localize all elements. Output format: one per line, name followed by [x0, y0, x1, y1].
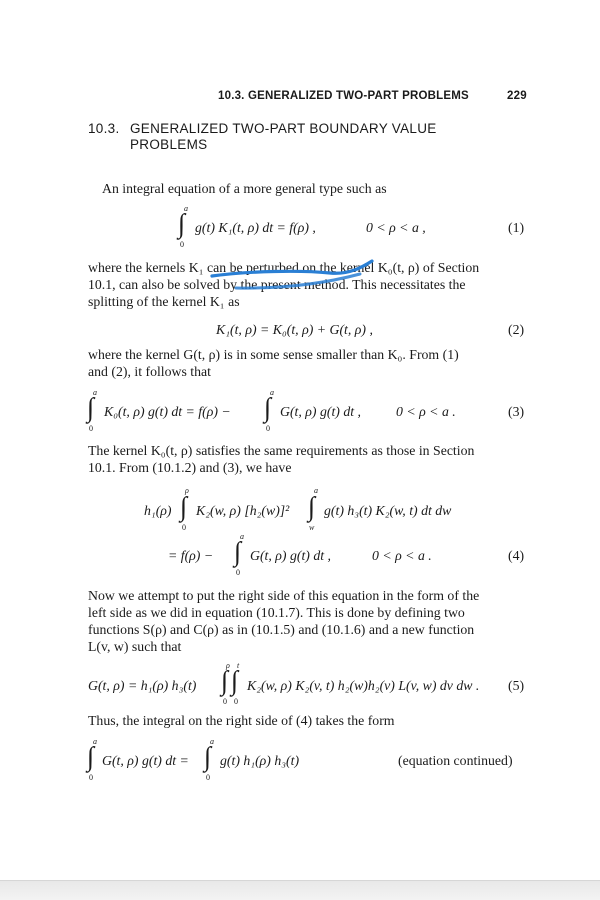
eq6-upper-limit-1: a — [93, 737, 97, 746]
eq4-body-3: G(t, ρ) g(t) dt , — [250, 548, 331, 563]
eq5-upper-limit-2: t — [237, 661, 240, 670]
paragraph-intro: An integral equation of a more general type such as — [102, 181, 387, 196]
paragraph-thus: Thus, the integral on the right side of (4) takes the form — [88, 713, 395, 728]
eq6-continued-note: (equation continued) — [398, 753, 513, 768]
integral-sign: ∫ — [178, 208, 186, 239]
eq3-upper-limit-2: a — [270, 388, 274, 397]
eq5-upper-limit-1: ρ — [226, 661, 230, 670]
eq2-body: K₁(t, ρ) = K₀(t, ρ) + G(t, ρ) , — [216, 322, 373, 337]
integral-sign: ∫ — [221, 665, 229, 696]
paragraph-kernel-k0-line1: The kernel K₀(t, ρ) satisfies the same requirements as those in Section — [88, 443, 475, 458]
paragraph-attempt-line2: left side as we did in equation (10.1.7). This is done by defining two — [88, 605, 465, 620]
eq6-body-2: g(t) h₁(ρ) h₃(t) — [220, 753, 300, 768]
eq3-number: (3) — [508, 404, 525, 419]
integral-sign: ∫ — [264, 392, 272, 423]
eq3-upper-limit-1: a — [93, 388, 97, 397]
eq4-rhs-start: = f(ρ) − — [168, 548, 214, 563]
eq6-lower-limit-2: 0 — [206, 773, 210, 782]
paragraph-attempt-line1: Now we attempt to put the right side of this equation in the form of the — [88, 588, 480, 603]
paragraph-attempt-line3: functions S(ρ) and C(ρ) as in (10.1.5) and (10.1.6) and a new function — [88, 622, 475, 637]
eq4-lower-limit-2: w — [309, 523, 315, 532]
running-header: 10.3. GENERALIZED TWO-PART PROBLEMS — [218, 90, 469, 102]
eq4-body-2: g(t) h₃(t) K₂(w, t) dt dw — [324, 503, 452, 518]
eq3-body-1: K₀(t, ρ) g(t) dt = f(ρ) − — [104, 404, 231, 419]
eq4-body-1: K₂(w, ρ) [h₂(w)]² — [196, 503, 290, 518]
paragraph-kernels-line3: splitting of the kernel K₁ as — [88, 294, 240, 309]
eq6-body-1: G(t, ρ) g(t) dt = — [102, 753, 189, 768]
eq5-lower-limit-2: 0 — [234, 697, 238, 706]
eq4-lower-limit-1: 0 — [182, 523, 186, 532]
eq4-number: (4) — [508, 548, 525, 563]
eq5-lower-limit-1: 0 — [223, 697, 227, 706]
eq1-upper-limit: a — [184, 204, 188, 213]
eq2-number: (2) — [508, 322, 525, 337]
section-number: 10.3. — [88, 121, 120, 136]
section-title-line1: GENERALIZED TWO-PART BOUNDARY VALUE — [130, 121, 437, 136]
eq6-upper-limit-2: a — [210, 737, 214, 746]
paragraph-attempt-line4: L(v, w) such that — [88, 639, 182, 654]
eq3-lower-limit-1: 0 — [89, 424, 93, 433]
integral-sign: ∫ — [234, 536, 242, 567]
integral-sign: ∫ — [180, 491, 188, 522]
eq4-condition: 0 < ρ < a . — [372, 548, 432, 563]
integral-sign: ∫ — [87, 392, 95, 423]
eq4-lower-limit-3: 0 — [236, 568, 240, 577]
integral-sign: ∫ — [231, 665, 239, 696]
eq1-number: (1) — [508, 220, 525, 235]
eq5-number: (5) — [508, 678, 525, 693]
eq1-lower-limit: 0 — [180, 240, 184, 249]
eq3-lower-limit-2: 0 — [266, 424, 270, 433]
eq3-condition: 0 < ρ < a . — [396, 404, 456, 419]
paragraph-kernels-line1: where the kernels K₁ can be perturbed on the kernel K₀(t, ρ) of Section — [88, 260, 480, 275]
eq6-lower-limit-1: 0 — [89, 773, 93, 782]
eq4-lhs: h₁(ρ) — [144, 503, 172, 518]
paragraph-kernels-line2: 10.1, can also be solved by the present method. This necessitates the — [88, 277, 466, 292]
section-title-line2: PROBLEMS — [130, 137, 208, 152]
eq5-lhs: G(t, ρ) = h₁(ρ) h₃(t) — [88, 678, 197, 693]
integral-sign: ∫ — [308, 491, 316, 522]
paragraph-kernel-g-line1: where the kernel G(t, ρ) is in some sense smaller than K₀. From (1) — [88, 347, 459, 362]
integral-sign: ∫ — [87, 741, 95, 772]
eq1-body: g(t) K₁(t, ρ) dt = f(ρ) , — [195, 220, 316, 235]
eq3-body-2: G(t, ρ) g(t) dt , — [280, 404, 361, 419]
eq4-upper-limit-3: a — [240, 532, 244, 541]
integral-sign: ∫ — [204, 741, 212, 772]
paragraph-kernel-k0-line2: 10.1. From (10.1.2) and (3), we have — [88, 460, 292, 475]
eq5-body: K₂(w, ρ) K₂(v, t) h₂(w)h₂(v) L(v, w) dv dw . — [247, 678, 480, 693]
eq1-condition: 0 < ρ < a , — [366, 220, 426, 235]
paragraph-kernel-g-line2: and (2), it follows that — [88, 364, 211, 379]
page-number: 229 — [507, 90, 527, 102]
page-bottom-edge — [0, 880, 600, 900]
eq4-upper-limit-1: ρ — [185, 486, 189, 495]
eq4-upper-limit-2: a — [314, 486, 318, 495]
